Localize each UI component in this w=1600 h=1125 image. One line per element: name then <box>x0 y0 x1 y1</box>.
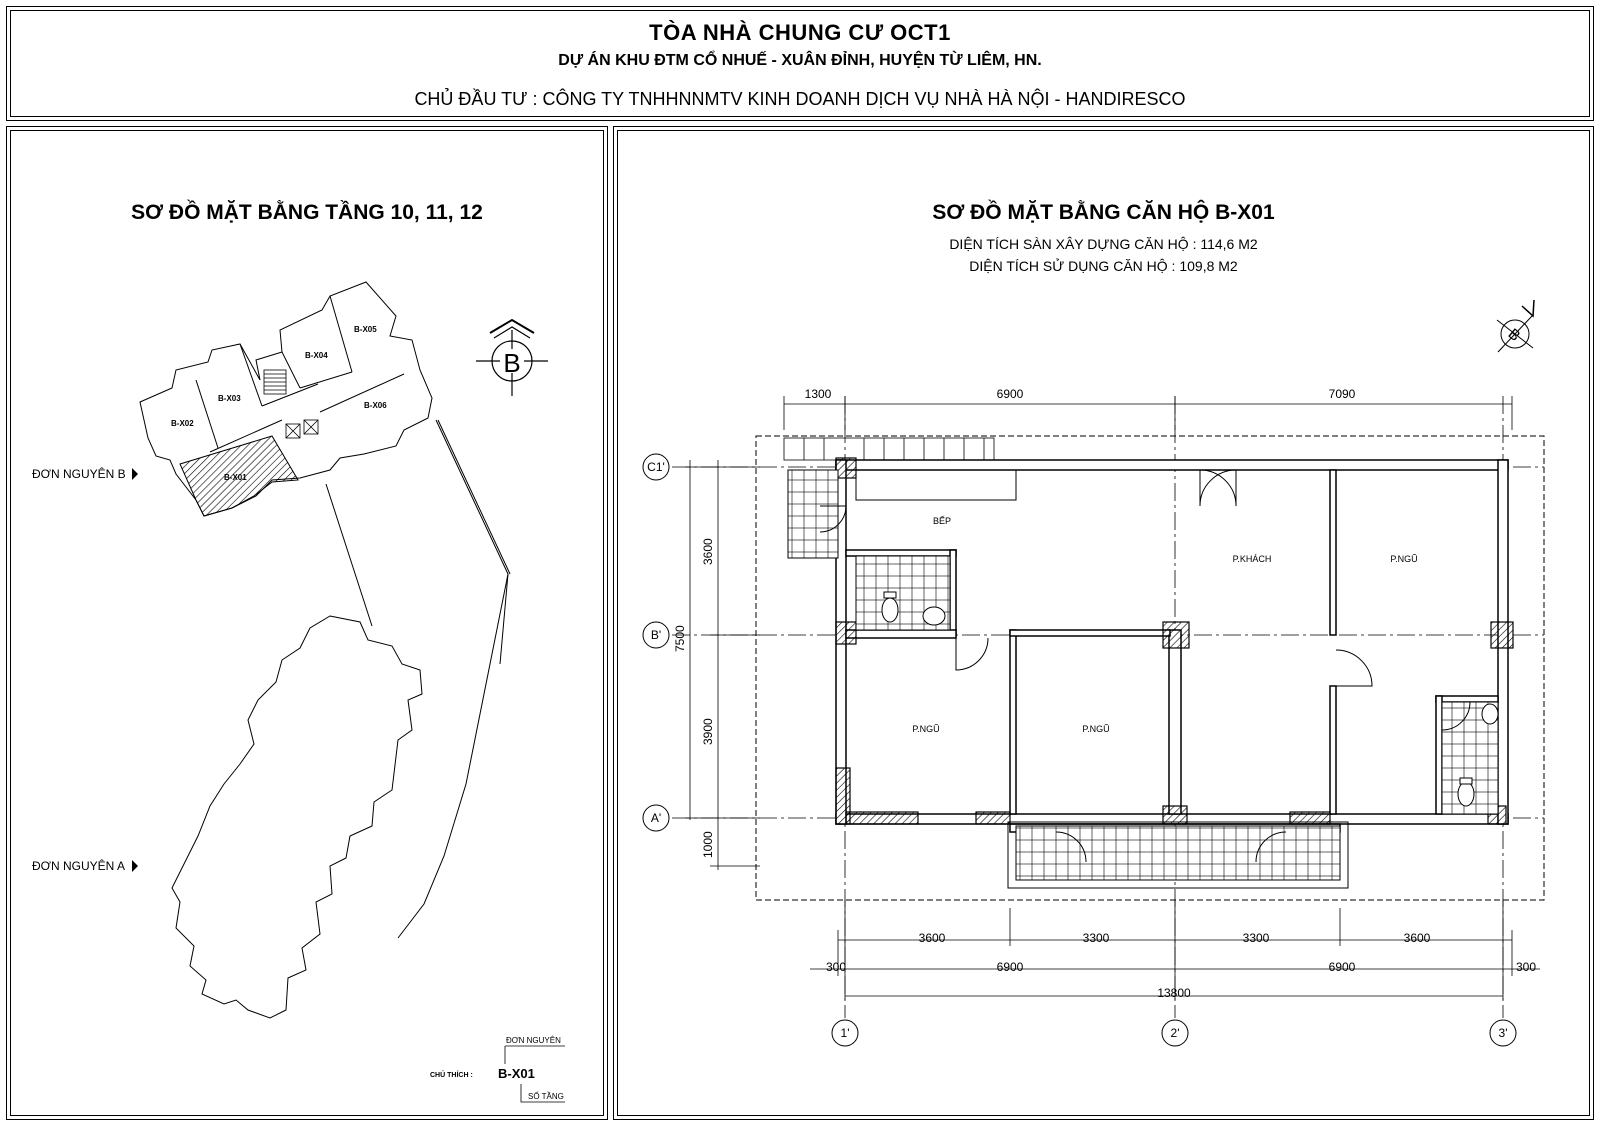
grid-label-b: B' <box>650 628 662 642</box>
dim-bottom-b4: 300 <box>1515 960 1537 974</box>
dim-bottom-b1: 300 <box>825 960 847 974</box>
compass-letter: B <box>503 348 521 378</box>
unit-label-b-x03: B-X03 <box>218 394 241 403</box>
legend-code: B-X01 <box>498 1066 535 1081</box>
unit-label-b-x05: B-X05 <box>354 325 377 334</box>
unit-label-b-x04: B-X04 <box>305 351 328 360</box>
project-subtitle: DỰ ÁN KHU ĐTM CỔ NHUẾ - XUÂN ĐỈNH, HUYỆN TỪ LIÊM, HN. <box>558 52 1042 69</box>
dim-bottom-b3: 6900 <box>1328 960 1356 974</box>
sanitary-fixtures <box>882 592 1498 806</box>
dim-top-2: 6900 <box>996 387 1024 401</box>
bottom-dimensions <box>810 900 1540 1000</box>
room-bedroom-sw: P.NGŨ <box>912 724 940 734</box>
legend-label: CHÚ THÍCH : <box>430 1072 473 1079</box>
section-b-arrow <box>132 468 138 480</box>
investor-line: CHỦ ĐẦU TƯ : CÔNG TY TNHHNNMTV KINH DOANH DỊCH VỤ NHÀ HÀ NỘI - HANDIRESCO <box>414 89 1186 109</box>
room-bedroom-s: P.NGŨ <box>1082 724 1110 734</box>
compass-letter-right: B <box>1504 325 1524 345</box>
door-swings <box>820 470 1470 862</box>
unit-label-b-x06: B-X06 <box>364 401 387 410</box>
grid-label-1: 1' <box>840 1026 850 1040</box>
legend <box>430 1036 565 1102</box>
dim-bottom-a2: 3300 <box>1082 931 1110 945</box>
section-a-label: ĐƠN NGUYÊN A <box>32 859 125 873</box>
top-dimensions <box>784 396 1512 430</box>
dim-left-1: 3600 <box>701 538 715 565</box>
grid-label-2: 2' <box>1170 1026 1180 1040</box>
section-a-arrow <box>132 860 138 872</box>
top-steps <box>784 438 994 460</box>
build-area-text: DIỆN TÍCH SÀN XÂY DỰNG CĂN HỘ : 114,6 M2 <box>949 236 1258 252</box>
unit-label-b-x01: B-X01 <box>224 473 247 482</box>
grid-label-c1: C1' <box>647 460 665 474</box>
kitchen-counter <box>856 470 1016 500</box>
walkway-outline <box>326 420 510 938</box>
section-b-label: ĐƠN NGUYÊN B <box>32 467 126 481</box>
unit-label-b-x02: B-X02 <box>171 419 194 428</box>
room-bedroom-ne: P.NGŨ <box>1390 554 1418 564</box>
grid-label-3: 3' <box>1498 1026 1508 1040</box>
use-area-text: DIỆN TÍCH SỬ DỤNG CĂN HỘ : 109,8 M2 <box>969 258 1238 274</box>
stair-symbol <box>264 370 286 394</box>
tower-a-outline <box>172 616 422 1018</box>
left-dimensions <box>685 460 760 870</box>
legend-top-note: ĐƠN NGUYÊN <box>506 1036 561 1045</box>
dim-bottom-a4: 3600 <box>1403 931 1431 945</box>
grid-label-a: A' <box>650 811 662 825</box>
dim-bottom-total: 13800 <box>1157 986 1191 1000</box>
dim-bottom-b2: 6900 <box>996 960 1024 974</box>
dim-bottom-a3: 3300 <box>1242 931 1270 945</box>
apartment-plan-title: SƠ ĐỒ MẶT BẰNG CĂN HỘ B-X01 <box>932 201 1275 224</box>
dim-left-3: 1000 <box>701 831 715 858</box>
dim-left-2: 3900 <box>701 718 715 745</box>
floor-plan-title: SƠ ĐỒ MẶT BẰNG TẦNG 10, 11, 12 <box>131 201 483 224</box>
elevator-symbol <box>286 420 318 438</box>
legend-bottom-note: SỐ TẦNG <box>528 1092 564 1101</box>
building-title: TÒA NHÀ CHUNG CƯ OCT1 <box>649 20 951 45</box>
dim-top-3: 7090 <box>1328 387 1356 401</box>
dim-bottom-a1: 3600 <box>918 931 946 945</box>
dim-top-1: 1300 <box>804 387 832 401</box>
room-kitchen: BẾP <box>932 516 952 526</box>
dim-left-total: 7500 <box>673 625 687 652</box>
room-living: P.KHÁCH <box>1232 554 1272 564</box>
tiled-areas <box>788 470 1498 888</box>
